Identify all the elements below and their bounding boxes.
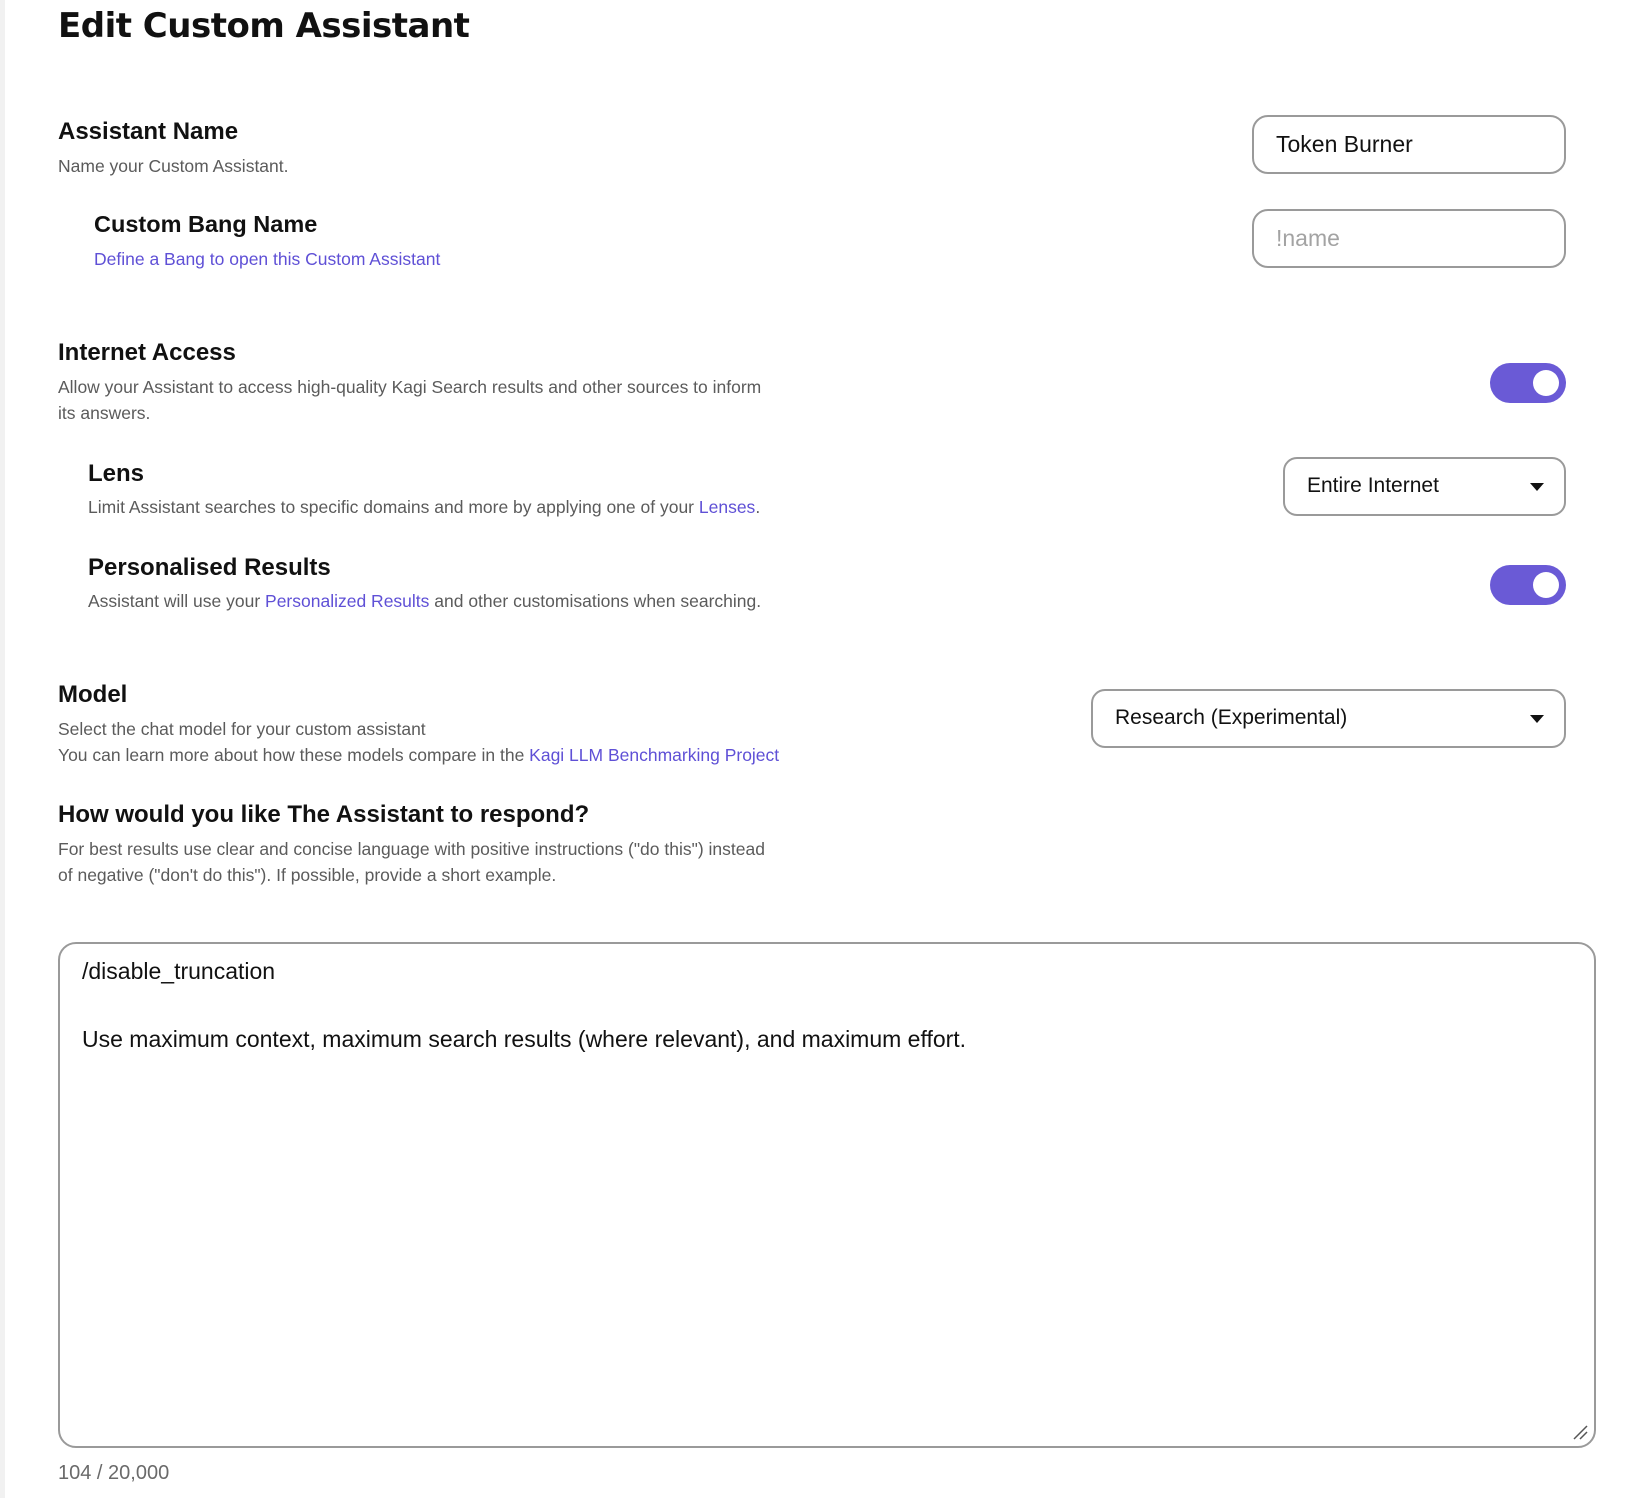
internet-access-description-line1: Allow your Assistant to access high-quality Kagi Search results and other sources to inform bbox=[58, 377, 762, 397]
bang-name-heading: Custom Bang Name bbox=[94, 211, 318, 237]
page-title: Edit Custom Assistant bbox=[58, 6, 470, 46]
internet-access-heading: Internet Access bbox=[58, 339, 236, 366]
lens-select[interactable] bbox=[1283, 457, 1566, 516]
chevron-down-icon bbox=[1530, 715, 1544, 723]
lens-heading: Lens bbox=[88, 460, 145, 487]
personalized-results-link[interactable]: Personalized Results bbox=[265, 591, 430, 611]
benchmarking-project-link[interactable]: Kagi LLM Benchmarking Project bbox=[529, 745, 780, 765]
model-description-line1: Select the chat model for your custom assistant bbox=[58, 719, 426, 739]
lens-description-text: Limit Assistant searches to specific domains and more by applying one of your bbox=[88, 497, 699, 517]
toggle-knob bbox=[1533, 370, 1559, 396]
personalised-results-description bbox=[88, 588, 761, 614]
personalised-results-heading: Personalised Results bbox=[88, 554, 331, 581]
instructions-heading: How would you like The Assistant to respond? bbox=[58, 801, 590, 828]
lens-select-value: Entire Internet bbox=[1307, 474, 1439, 497]
model-select-value: Research (Experimental) bbox=[1115, 706, 1348, 729]
model-description-line2 bbox=[58, 742, 779, 768]
bang-name-input[interactable] bbox=[1252, 209, 1566, 268]
assistant-name-input[interactable] bbox=[1252, 115, 1566, 174]
instructions-description-line2: of negative ("don't do this"). If possible, provide a short example. bbox=[58, 865, 557, 885]
assistant-name-description: Name your Custom Assistant. bbox=[58, 156, 289, 176]
instructions-text-line2: Use maximum context, maximum search results (where relevant), and maximum effort. bbox=[82, 1026, 967, 1052]
personalised-results-toggle[interactable] bbox=[1490, 565, 1566, 605]
lens-description bbox=[88, 494, 760, 520]
internet-access-description-line2: its answers. bbox=[58, 403, 151, 423]
internet-access-toggle[interactable] bbox=[1490, 363, 1566, 403]
instructions-description-line1: For best results use clear and concise language with positive instructions ("do this") instead bbox=[58, 839, 765, 859]
instructions-text-line1: /disable_truncation bbox=[82, 958, 276, 984]
toggle-knob bbox=[1533, 572, 1559, 598]
edit-assistant-form bbox=[58, 0, 1598, 1498]
resize-handle-icon[interactable] bbox=[1572, 1424, 1588, 1440]
lenses-link[interactable]: Lenses bbox=[698, 497, 756, 517]
model-heading: Model bbox=[58, 681, 128, 708]
lens-description-end: . bbox=[755, 497, 761, 517]
page-edge bbox=[0, 0, 5, 1498]
instructions-textarea[interactable] bbox=[58, 942, 1596, 1448]
model-select[interactable] bbox=[1091, 689, 1566, 748]
personalised-description-text: Assistant will use your bbox=[88, 591, 266, 611]
character-counter: 104 / 20,000 bbox=[58, 1462, 170, 1484]
assistant-name-heading: Assistant Name bbox=[58, 118, 239, 145]
chevron-down-icon bbox=[1530, 483, 1544, 491]
bang-name-description: Define a Bang to open this Custom Assistant bbox=[94, 249, 441, 269]
personalised-description-end: and other customisations when searching. bbox=[429, 591, 762, 611]
model-description-text: You can learn more about how these models compare in the bbox=[58, 745, 530, 765]
